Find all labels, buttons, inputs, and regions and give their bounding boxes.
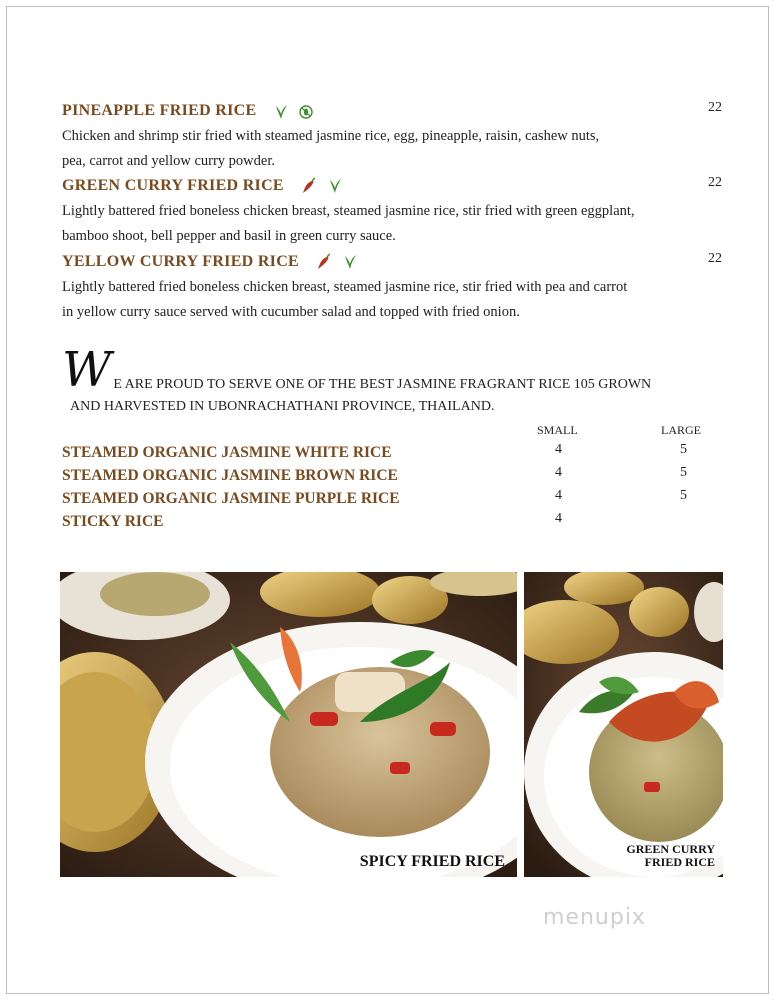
food-photo-illustration — [60, 572, 517, 877]
rice-name: STEAMED ORGANIC JASMINE PURPLE RICE — [62, 490, 400, 507]
rice-price-large: 5 — [680, 465, 687, 480]
item-description — [62, 124, 722, 174]
description-line: pea, carrot and yellow curry powder. — [62, 153, 275, 169]
rice-price-small: 4 — [555, 442, 562, 457]
description-line: Lightly battered fried boneless chicken breast, steamed jasmine rice, stir fried with green eggplant, — [62, 203, 635, 220]
description-line: Lightly battered fried boneless chicken breast, steamed jasmine rice, stir fried with pea and carrot — [62, 279, 628, 296]
photo-spicy-fried-rice — [60, 572, 517, 877]
description-line: in yellow curry sauce served with cucumber salad and topped with fried onion. — [62, 304, 520, 321]
menu-item-yellow-curry-fried-rice — [62, 251, 722, 325]
intro-line: E ARE PROUD TO SERVE ONE OF THE BEST JASMINE FRAGRANT RICE 105 GROWN — [113, 377, 652, 392]
item-name: GREEN CURRY FRIED RICE — [62, 177, 284, 194]
intro-dropcap: W — [62, 342, 112, 398]
rice-name: STEAMED ORGANIC JASMINE BROWN RICE — [62, 467, 398, 484]
rice-price-large: 5 — [680, 442, 687, 457]
column-header-small: SMALL — [537, 423, 578, 437]
intro-line: AND HARVESTED IN UBONRACHATHANI PROVINCE, THAILAND. — [70, 399, 495, 414]
rice-intro — [62, 342, 722, 418]
photo-caption — [626, 843, 715, 869]
watermark: menupix — [543, 905, 646, 930]
item-price: 22 — [708, 251, 722, 266]
rice-name: STEAMED ORGANIC JASMINE WHITE RICE — [62, 444, 392, 461]
vegetarian-leaf-icon — [328, 178, 342, 194]
photo-green-curry-fried-rice — [524, 572, 723, 877]
rice-row — [62, 488, 722, 510]
vegetarian-leaf-icon — [343, 254, 357, 270]
rice-price-large: 5 — [680, 488, 687, 503]
rice-price-small: 4 — [555, 465, 562, 480]
item-icons — [301, 176, 348, 196]
photo-caption: SPICY FRIED RICE — [359, 853, 505, 870]
caption-line: GREEN CURRY — [626, 842, 715, 856]
description-line: bamboo shoot, bell pepper and basil in green curry sauce. — [62, 228, 396, 245]
item-price: 22 — [708, 100, 722, 115]
rice-row — [62, 465, 722, 487]
description-line: Chicken and shrimp stir fried with steamed jasmine rice, egg, pineapple, raisin, cashew nuts, — [62, 128, 600, 144]
chili-pepper-icon — [316, 253, 332, 271]
chili-pepper-icon — [301, 177, 317, 195]
item-price: 22 — [708, 175, 722, 190]
item-name: YELLOW CURRY FRIED RICE — [62, 253, 300, 270]
item-icons — [274, 101, 319, 120]
rice-name: STICKY RICE — [62, 513, 164, 530]
item-name: PINEAPPLE FRIED RICE — [62, 102, 257, 119]
no-peanut-icon — [299, 105, 313, 119]
rice-price-small: 4 — [555, 488, 562, 503]
menu-item-green-curry-fried-rice — [62, 175, 722, 249]
rice-price-small: 4 — [555, 511, 562, 526]
food-photo-illustration — [524, 572, 723, 877]
menu-item-pineapple-fried-rice — [62, 100, 722, 174]
column-header-large: LARGE — [661, 423, 701, 437]
vegetarian-leaf-icon — [274, 104, 288, 120]
caption-line: FRIED RICE — [644, 855, 715, 869]
rice-row — [62, 511, 722, 533]
item-description — [62, 199, 722, 249]
item-icons — [316, 252, 363, 272]
item-description — [62, 275, 722, 325]
rice-row — [62, 442, 722, 464]
